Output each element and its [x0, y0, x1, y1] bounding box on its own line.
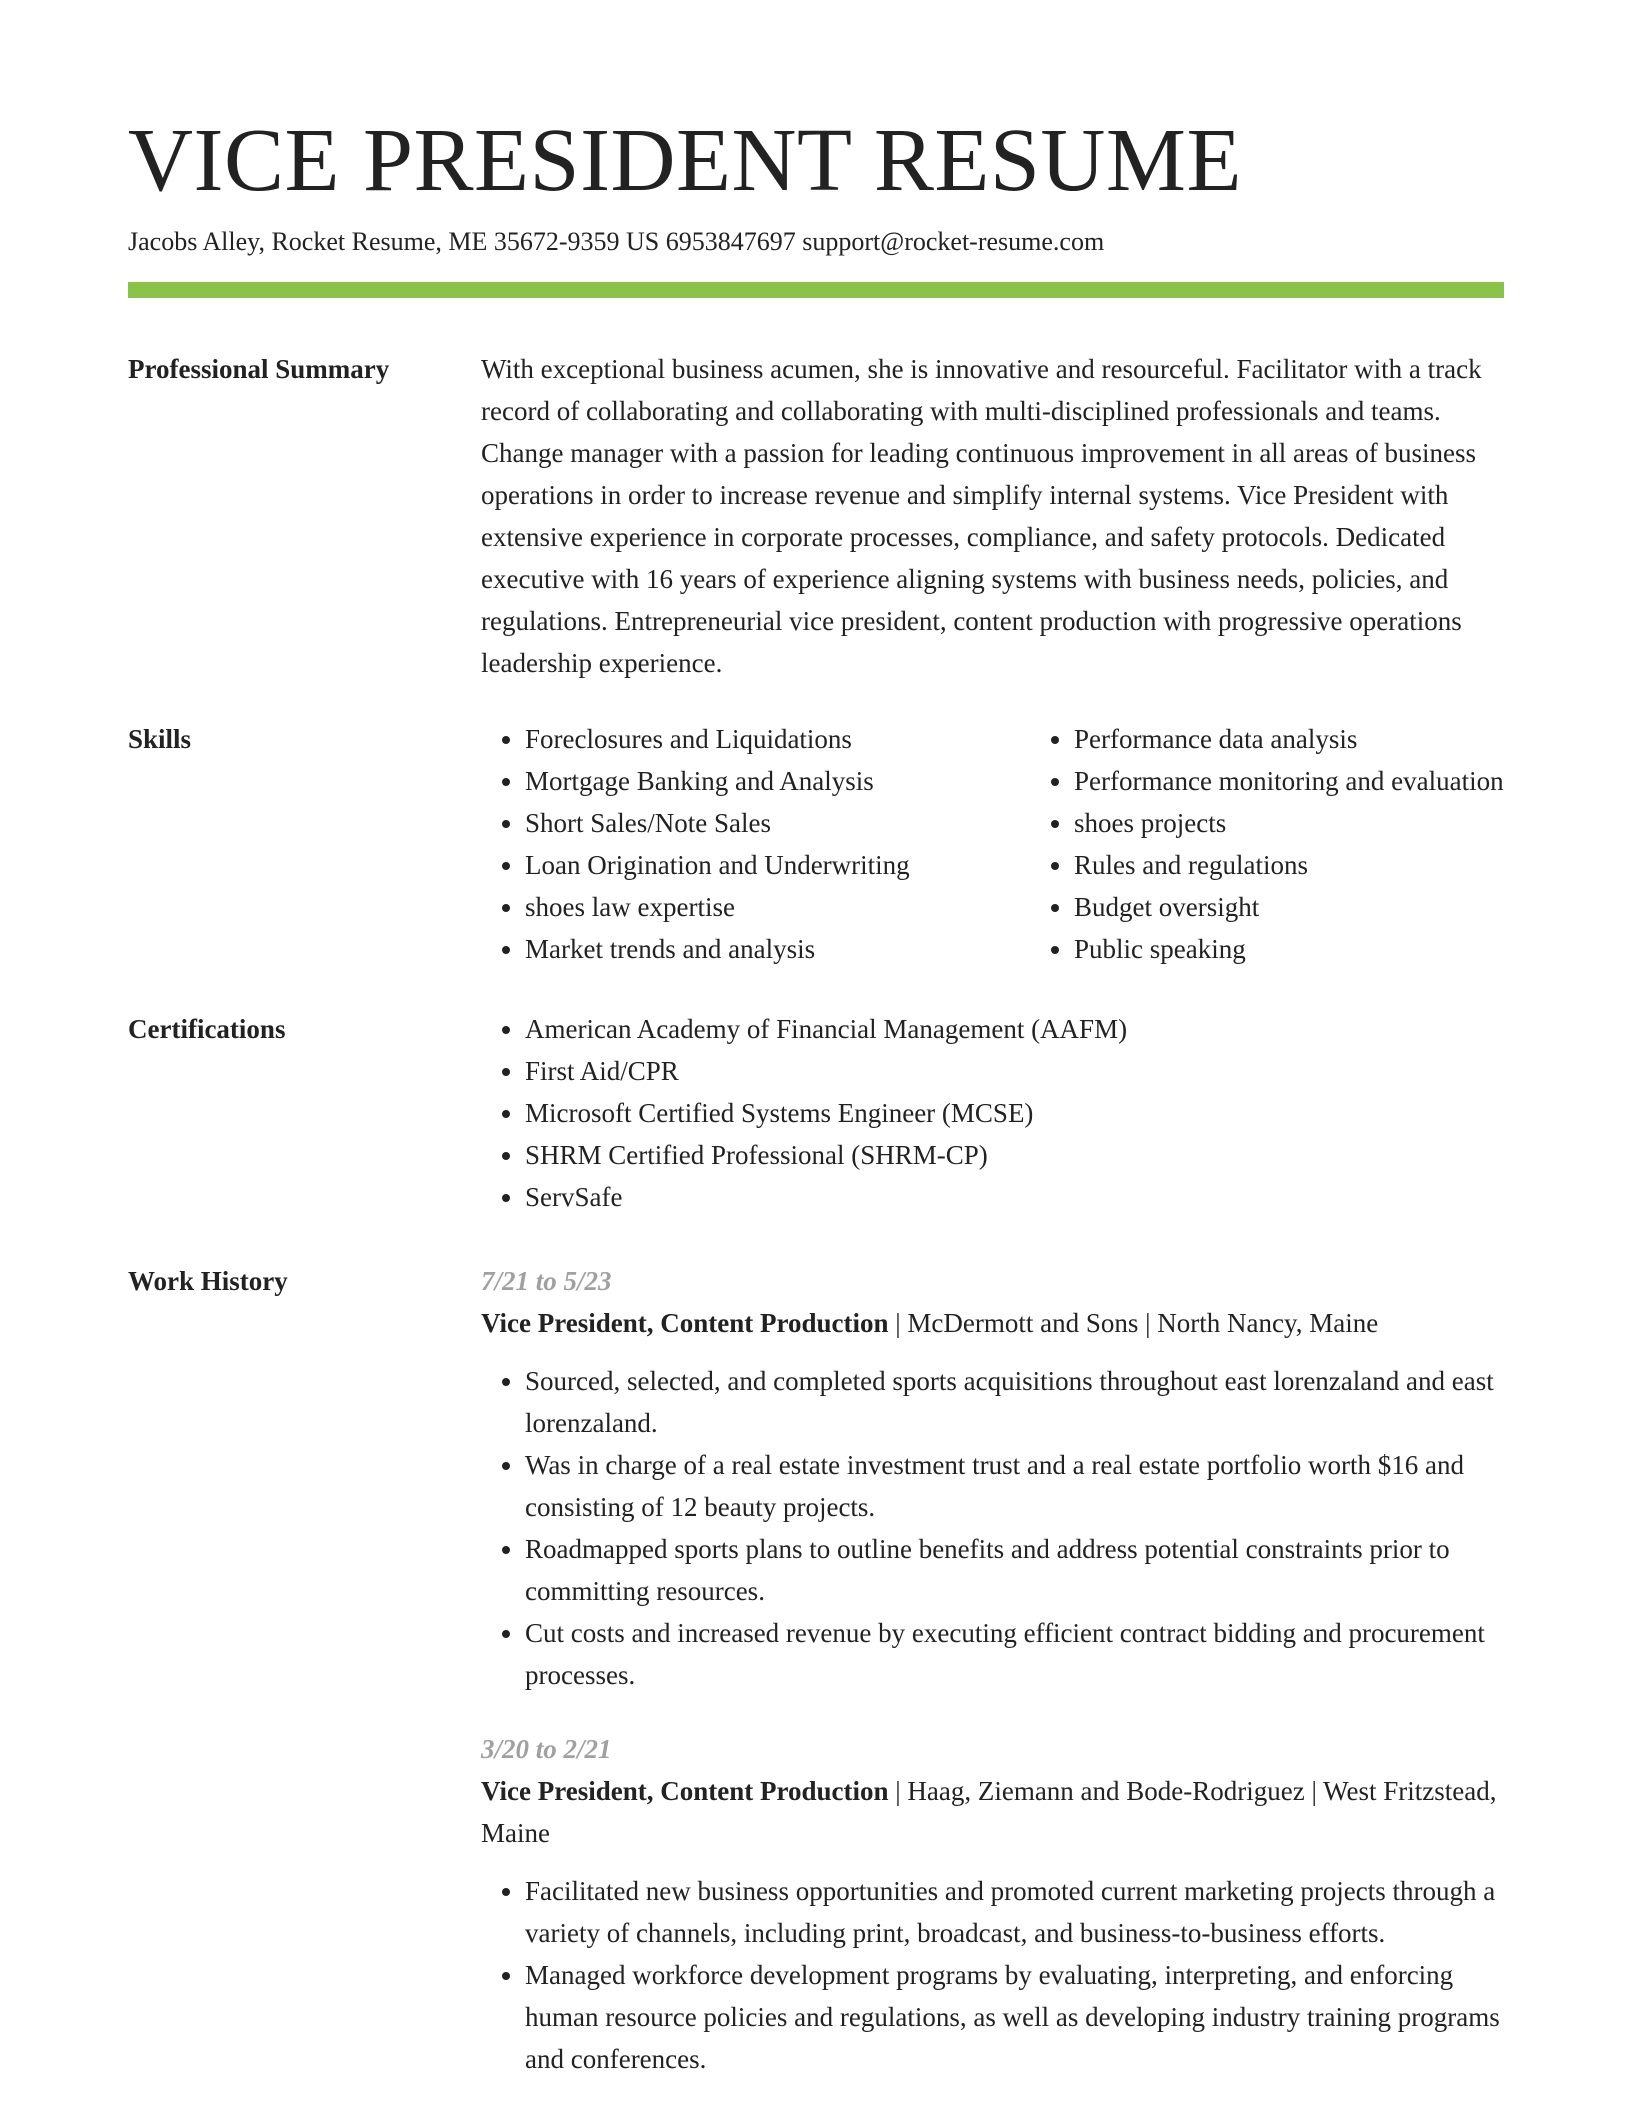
- skill-item: • Rules and regulations: [1074, 844, 1504, 886]
- skill-item: • Budget oversight: [1074, 886, 1504, 928]
- job-date: 7/21 to 5/23: [481, 1266, 612, 1296]
- summary-text: With exceptional business acumen, she is innovative and resourceful. Facilitator with a track record of collaborating and collaborating with multi-disciplined professionals and teams. Change manager with a passion for leading continuous improvement in all areas of business operations in order to increase revenue and simplify internal systems. Vice President with extensive experience in corporate processes, compliance, and safety protocols. Dedicated executive with 16 years of experience aligning systems with business needs, policies, and regulations. Entrepreneurial vice president, content production with progressive operations leadership experience.: [481, 354, 1482, 678]
- certifications-section: [128, 1008, 1504, 1218]
- contact-line: Jacobs Alley, Rocket Resume, ME 35672-9359 US 6953847697 support@rocket-resume.com: [128, 227, 1105, 256]
- summary-label: Professional Summary: [128, 354, 390, 384]
- job-title: Vice President, Content Production: [481, 1308, 889, 1338]
- skills-label: Skills: [128, 724, 192, 754]
- job-title-line: [481, 1770, 1504, 1854]
- skills-list-right: [1030, 718, 1504, 970]
- job-title-line: [481, 1302, 1504, 1344]
- skill-item: • Short Sales/Note Sales: [525, 802, 1030, 844]
- skill-item: • Foreclosures and Liquidations: [525, 718, 1030, 760]
- skill-item: • Loan Origination and Underwriting: [525, 844, 1030, 886]
- skill-item: • Performance data analysis: [1074, 718, 1504, 760]
- certification-item: • Microsoft Certified Systems Engineer (MCSE): [525, 1092, 1504, 1134]
- skill-item: • Public speaking: [1074, 928, 1504, 970]
- certification-item: • American Academy of Financial Management (AAFM): [525, 1008, 1504, 1050]
- summary-section: [128, 348, 1504, 684]
- job-bullet: • Sourced, selected, and completed sports acquisitions throughout east lorenzaland and east lorenzaland.: [525, 1360, 1504, 1444]
- resume-title: VICE PRESIDENT RESUME: [128, 111, 1242, 210]
- skills-section: [128, 718, 1504, 970]
- job-details: | McDermott and Sons | North Nancy, Maine: [888, 1308, 1379, 1338]
- skills-list-left: [481, 718, 1030, 970]
- job-date: 3/20 to 2/21: [481, 1734, 612, 1764]
- skill-item: • Performance monitoring and evaluation: [1074, 760, 1504, 802]
- work-history-label: Work History: [128, 1266, 288, 1296]
- certification-item: • First Aid/CPR: [525, 1050, 1504, 1092]
- job-bullet: • Cut costs and increased revenue by executing efficient contract bidding and procurement processes.: [525, 1612, 1504, 1696]
- job-bullets: [481, 1360, 1504, 1696]
- job-title: Vice President, Content Production: [481, 1776, 889, 1806]
- job-bullet: • Managed workforce development programs by evaluating, interpreting, and enforcing human resource policies and regulations, as well as developing industry training programs and conferences.: [525, 1954, 1504, 2080]
- skill-item: • shoes projects: [1074, 802, 1504, 844]
- job-entry: [481, 1260, 1504, 1696]
- skill-item: • Mortgage Banking and Analysis: [525, 760, 1030, 802]
- work-history-section: [128, 1260, 1504, 2080]
- job-bullet: • Was in charge of a real estate investment trust and a real estate portfolio worth $16 and consisting of 12 beauty projects.: [525, 1444, 1504, 1528]
- job-entry: [481, 1728, 1504, 2080]
- accent-divider: [128, 282, 1504, 298]
- certifications-label: Certifications: [128, 1014, 286, 1044]
- job-details: | Haag, Ziemann and Bode-Rodriguez | West Fritzstead, Maine: [481, 1776, 1497, 1848]
- certification-item: • ServSafe: [525, 1176, 1504, 1218]
- job-bullet: • Facilitated new business opportunities and promoted current marketing projects through a variety of channels, including print, broadcast, and business-to-business efforts.: [525, 1870, 1504, 1954]
- certifications-list: [481, 1008, 1504, 1218]
- skill-item: • shoes law expertise: [525, 886, 1030, 928]
- job-bullets: [481, 1870, 1504, 2080]
- job-bullet: • Roadmapped sports plans to outline benefits and address potential constraints prior to committing resources.: [525, 1528, 1504, 1612]
- skill-item: • Market trends and analysis: [525, 928, 1030, 970]
- certification-item: • SHRM Certified Professional (SHRM-CP): [525, 1134, 1504, 1176]
